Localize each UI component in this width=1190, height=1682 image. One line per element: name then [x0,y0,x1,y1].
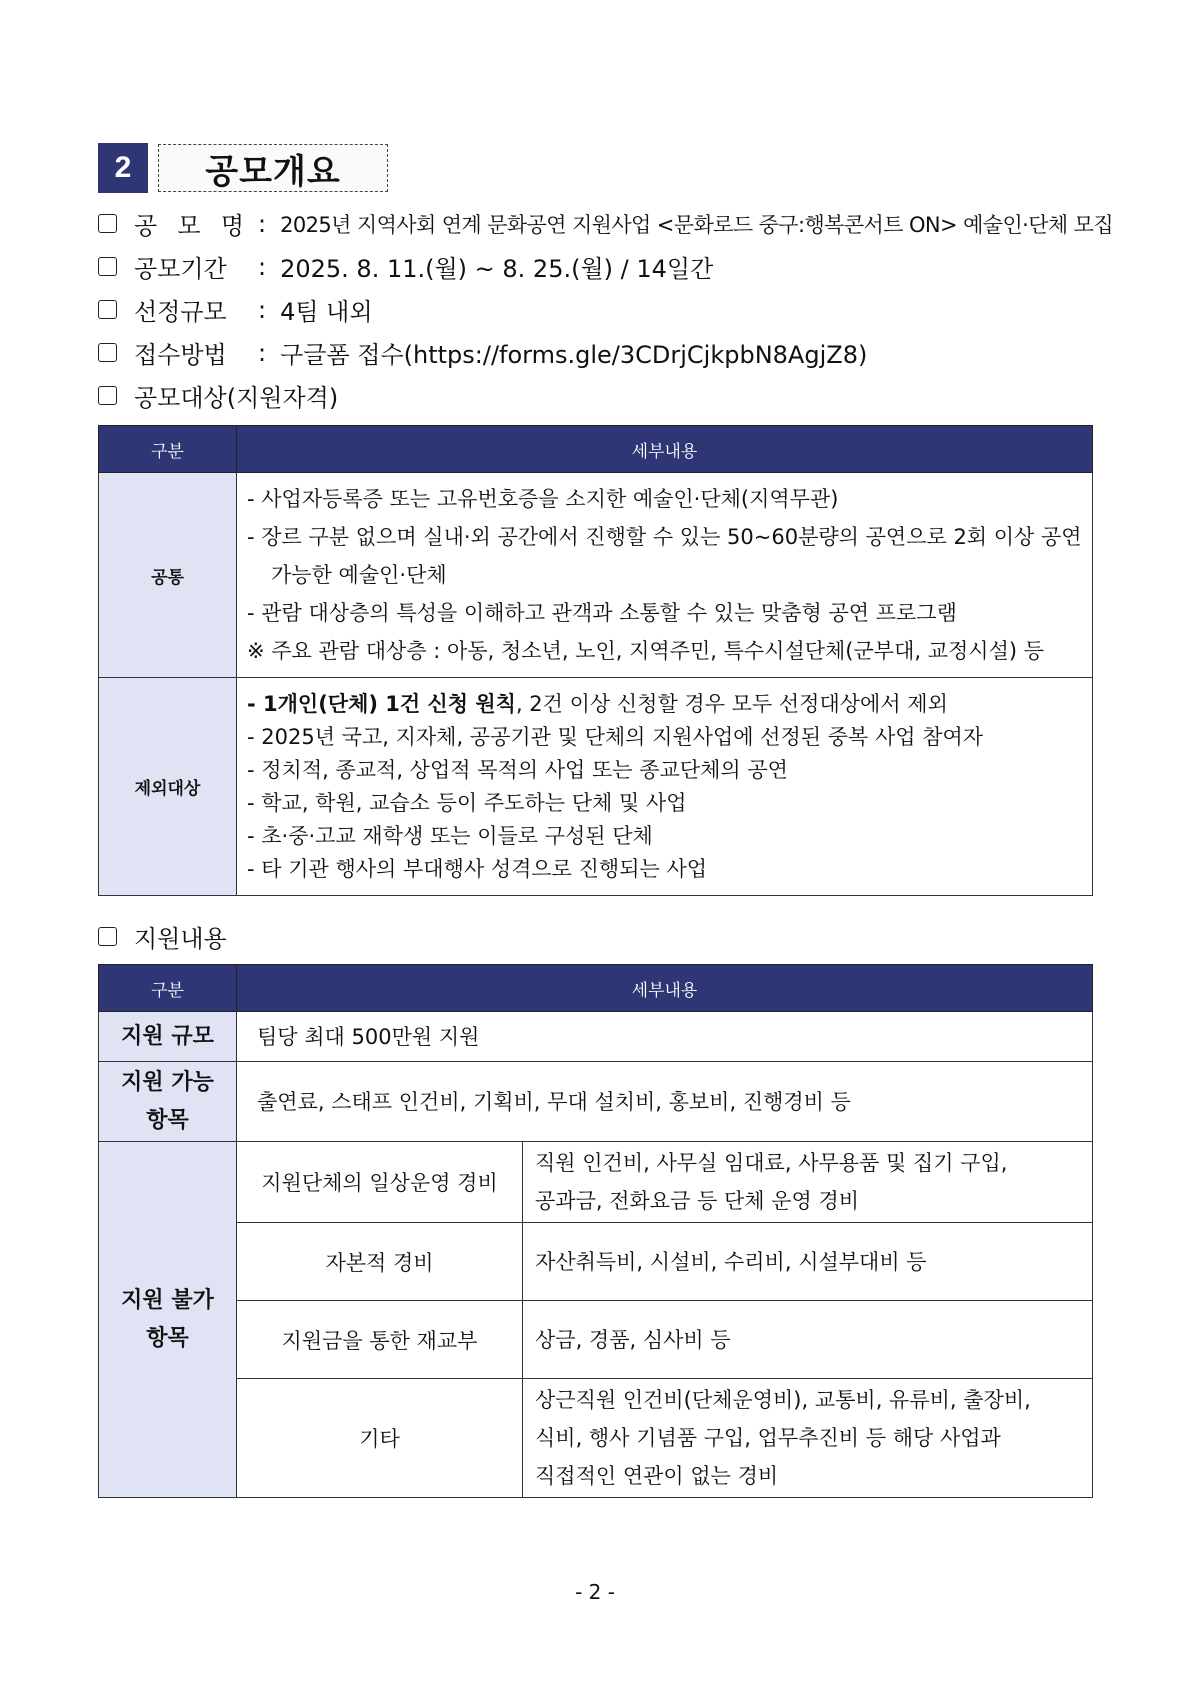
ineligible-row [99,1379,1093,1498]
overview-label-scale: 선정규모 [134,298,227,326]
checkbox-icon [98,343,117,362]
exclusion-line: - 초·중·고교 재학생 또는 이들로 구성된 단체 [247,823,653,848]
checkbox-icon [98,214,117,233]
ineligible-detail: 자산취득비, 시설비, 수리비, 시설부대비 등 [523,1223,1093,1301]
overview-item-scale: 선정규모 : 4팀 내외 [98,292,373,327]
support-row-eligible [99,1062,1093,1142]
target-row-exclusion [99,678,1093,896]
section-title: 공모개요 [158,144,388,192]
header-category: 구분 [99,426,237,473]
ineligible-detail: 직원 인건비, 사무실 임대료, 사무용품 및 집기 구입, 공과금, 전화요금 등 단체 운영 경비 [523,1142,1093,1223]
scale-label: 지원 규모 [99,1012,237,1062]
ineligible-row [99,1223,1093,1301]
support-table [98,964,1093,1498]
ineligible-category: 자본적 경비 [237,1223,523,1301]
ineligible-label: 지원 불가 항목 [99,1142,237,1498]
target-table [98,425,1093,896]
support-heading-text: 지원내용 [134,925,227,953]
overview-label-period: 공모기간 [134,255,227,283]
eligible-value: 출연료, 스태프 인건비, 기획비, 무대 설치비, 홍보비, 진행경비 등 [237,1062,1093,1142]
overview-value-method: 구글폼 접수(https://forms.gle/3CDrjCjkpbN8AgjZ8) [280,341,868,369]
checkbox-icon [98,300,117,319]
exclusion-content [237,678,1093,896]
overview-item-method: 접수방법 : 구글폼 접수(https://forms.gle/3CDrjCjkpbN8AgjZ8) [98,335,867,370]
common-note: ※ 주요 관람 대상층 : 아동, 청소년, 노인, 지역주민, 특수시설단체(군부대, 교정시설) 등 [247,639,1045,663]
ineligible-category: 지원금을 통한 재교부 [237,1301,523,1379]
target-heading-text: 공모대상(지원자격) [134,384,339,412]
ineligible-detail: 상금, 경품, 심사비 등 [523,1301,1093,1379]
exclusion-label: 제외대상 [99,678,237,896]
page-number: - 2 - [575,1580,615,1604]
overview-value-name: 2025년 지역사회 연계 문화공연 지원사업 <문화로드 중구:행복콘서트 ON> 예술인·단체 모집 [280,212,1114,237]
header-category: 구분 [99,965,237,1012]
overview-item-period: 공모기간 : 2025. 8. 11.(월) ~ 8. 25.(월) / 14일간 [98,249,713,284]
ineligible-detail: 상근직원 인건비(단체운영비), 교통비, 유류비, 출장비, 식비, 행사 기념품 구입, 업무추진비 등 해당 사업과 직접적인 연관이 없는 경비 [523,1379,1093,1498]
exclusion-line: - 1개인(단체) 1건 신청 원칙, 2건 이상 신청할 경우 모두 선정대상에서 제외 [247,691,948,716]
support-heading [98,919,227,954]
overview-item-name: 공 모 명 : 2025년 지역사회 연계 문화공연 지원사업 <문화로드 중구:행복콘서트 ON> 예술인·단체 모집 [98,206,1113,241]
ineligible-row [99,1142,1093,1223]
exclusion-line: - 정치적, 종교적, 상업적 목적의 사업 또는 종교단체의 공연 [247,757,788,782]
ineligible-category: 기타 [237,1379,523,1498]
support-row-scale [99,1012,1093,1062]
common-content [237,473,1093,678]
exclusion-principle: - 1개인(단체) 1건 신청 원칙 [247,691,516,716]
header-details: 세부내용 [237,965,1093,1012]
overview-label-name: 공 모 명 [134,212,244,240]
eligible-label: 지원 가능 항목 [99,1062,237,1142]
overview-value-period: 2025. 8. 11.(월) ~ 8. 25.(월) / 14일간 [280,255,714,283]
section-header [98,143,388,193]
exclusion-line: - 2025년 국고, 지자체, 공공기관 및 단체의 지원사업에 선정된 중복 사업 참여자 [247,724,984,749]
ineligible-category: 지원단체의 일상운영 경비 [237,1142,523,1223]
support-table-header [99,965,1093,1012]
target-heading [98,378,338,413]
ineligible-row [99,1301,1093,1379]
checkbox-icon [98,257,117,276]
target-table-header [99,426,1093,473]
header-details: 세부내용 [237,426,1093,473]
common-line: 가능한 예술인·단체 [271,563,447,587]
common-label: 공통 [99,473,237,678]
checkbox-icon [98,927,117,946]
section-number: 2 [98,143,148,193]
scale-value: 팀당 최대 500만원 지원 [237,1012,1093,1062]
common-line: - 사업자등록증 또는 고유번호증을 소지한 예술인·단체(지역무관) [247,487,839,511]
common-line: - 장르 구분 없으며 실내·외 공간에서 진행할 수 있는 50~60분량의 공연으로 2회 이상 공연 [247,525,1082,549]
exclusion-line: - 타 기관 행사의 부대행사 성격으로 진행되는 사업 [247,856,708,881]
overview-label-method: 접수방법 [134,341,227,369]
exclusion-line: - 학교, 학원, 교습소 등이 주도하는 단체 및 사업 [247,790,687,815]
checkbox-icon [98,386,117,405]
overview-value-scale: 4팀 내외 [280,298,373,326]
target-row-common [99,473,1093,678]
common-line: - 관람 대상층의 특성을 이해하고 관객과 소통할 수 있는 맞춤형 공연 프로그램 [247,601,957,625]
